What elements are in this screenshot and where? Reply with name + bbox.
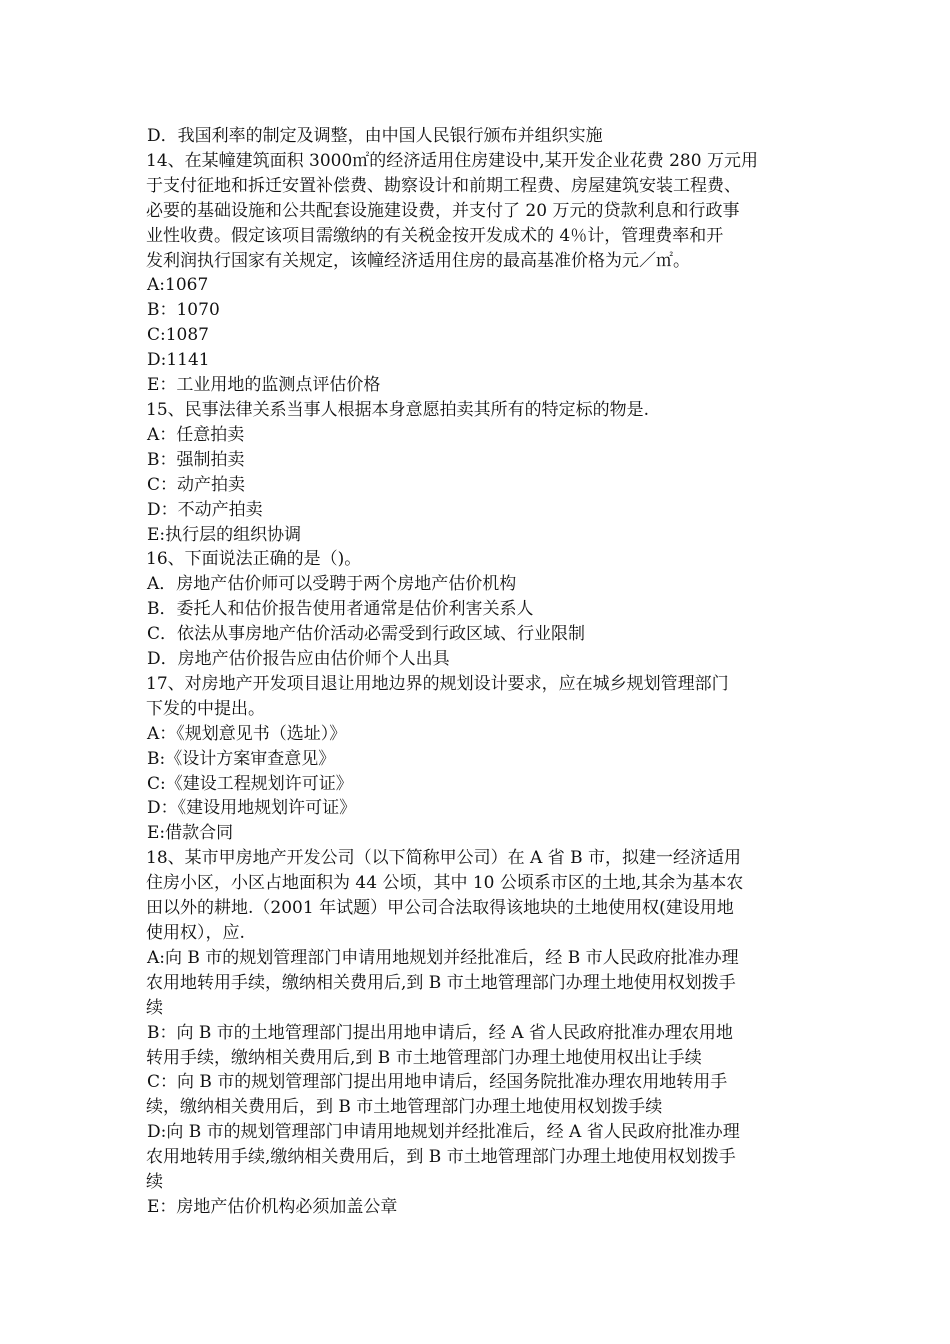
- question-line: 业性收费。假定该项目需缴纳的有关税金按开发成术的 4％计，管理费率和开: [146, 225, 724, 246]
- document-page: [146, 124, 814, 1220]
- answer-option-line: B：向 B 市的土地管理部门提出用地申请后，经 A 省人民政府批准办理农用地: [147, 1022, 733, 1043]
- question-text: [146, 398, 814, 423]
- answer-option: C:《建设工程规划许可证》: [147, 773, 353, 794]
- question-line: 住房小区，小区占地面积为 44 公顷，其中 10 公顷系市区的土地,其余为基本农: [146, 873, 744, 894]
- answer-option: D．我国利率的制定及调整，由中国人民银行颁布并组织实施: [147, 126, 603, 146]
- answer-option-line: A:向 B 市的规划管理部门申请用地规划并经批准后，经 B 市人民政府批准办理: [147, 947, 739, 968]
- question-text: [146, 846, 814, 946]
- answer-option: A：《规划意见书（选址）》: [147, 723, 347, 744]
- answer-option: D：《建设用地规划许可证》: [147, 798, 357, 819]
- answer-option: B:《设计方案审查意见》: [147, 748, 336, 769]
- answer-option: B．委托人和估价报告使用者通常是估价利害关系人: [147, 599, 534, 620]
- question-text: [146, 149, 814, 274]
- question-line: 必要的基础设施和公共配套设施建设费，并支付了 20 万元的贷款利息和行政事: [146, 200, 740, 221]
- answer-option: [146, 1070, 814, 1120]
- answer-option: B：强制拍卖: [147, 449, 245, 470]
- answer-option: A:1067: [147, 275, 209, 296]
- question-text: [146, 672, 814, 722]
- answer-option: C．依法从事房地产估价活动必需受到行政区域、行业限制: [147, 624, 586, 645]
- answer-option: B：1070: [147, 300, 220, 321]
- answer-option: C：动产拍卖: [147, 474, 246, 495]
- question-line: 17、对房地产开发项目退让用地边界的规划设计要求，应在城乡规划管理部门: [146, 673, 729, 694]
- answer-option: D．房地产估价报告应由估价师个人出具: [147, 649, 450, 670]
- answer-option: E：工业用地的监测点评估价格: [147, 375, 381, 396]
- answer-option-line: D:向 B 市的规划管理部门申请用地规划并经批准后，经 A 省人民政府批准办理: [147, 1122, 740, 1143]
- answer-option-line: C：向 B 市的规划管理部门提出用地申请后，经国务院批准办理农用地转用手: [147, 1072, 728, 1093]
- answer-option: [146, 1021, 814, 1071]
- question-line: 田以外的耕地.（2001 年试题）甲公司合法取得该地块的土地使用权(建设用地: [146, 898, 734, 919]
- answer-option-line: 续: [146, 997, 163, 1018]
- answer-option: D:1141: [147, 350, 210, 371]
- answer-option-line: 续，缴纳相关费用后，到 B 市土地管理部门办理土地使用权划拨手续: [146, 1097, 663, 1118]
- answer-option: C:1087: [147, 325, 209, 346]
- answer-option: [146, 1120, 814, 1195]
- question-line: 18、某市甲房地产开发公司（以下简称甲公司）在 A 省 B 市，拟建一经济适用: [146, 848, 742, 869]
- answer-option-line: 续: [146, 1172, 163, 1193]
- answer-option-line: 农用地转用手续，缴纳相关费用后,到 B 市土地管理部门办理土地使用权划拨手: [146, 972, 736, 993]
- answer-option: E:执行层的组织协调: [147, 524, 302, 545]
- answer-option: D：不动产拍卖: [147, 499, 263, 520]
- question-line: 15、民事法律关系当事人根据本身意愿拍卖其所有的特定标的物是.: [146, 399, 650, 420]
- answer-option-line: 转用手续，缴纳相关费用后,到 B 市土地管理部门办理土地使用权出让手续: [146, 1047, 702, 1068]
- answer-option: E:借款合同: [147, 823, 234, 844]
- question-line: 发利润执行国家有关规定，该幢经济适用住房的最高基准价格为元／㎡。: [146, 250, 690, 271]
- question-line: 14、在某幢建筑面积 3000㎡的经济适用住房建设中,某开发企业花费 280 万元用: [146, 150, 758, 171]
- answer-option: A：任意拍卖: [147, 424, 245, 445]
- question-line: 下发的中提出。: [146, 698, 265, 719]
- question-text: [146, 547, 814, 572]
- question-line: 使用权），应.: [146, 923, 245, 943]
- answer-option-line: 农用地转用手续,缴纳相关费用后，到 B 市土地管理部门办理土地使用权划拨手: [146, 1147, 736, 1168]
- question-line: 16、下面说法正确的是（)。: [146, 549, 362, 570]
- answer-option: [146, 946, 814, 1021]
- answer-option: E：房地产估价机构必须加盖公章: [147, 1196, 398, 1217]
- answer-option: A．房地产估价师可以受聘于两个房地产估价机构: [147, 574, 517, 595]
- question-line: 于支付征地和拆迁安置补偿费、勘察设计和前期工程费、房屋建筑安装工程费、: [146, 175, 741, 196]
